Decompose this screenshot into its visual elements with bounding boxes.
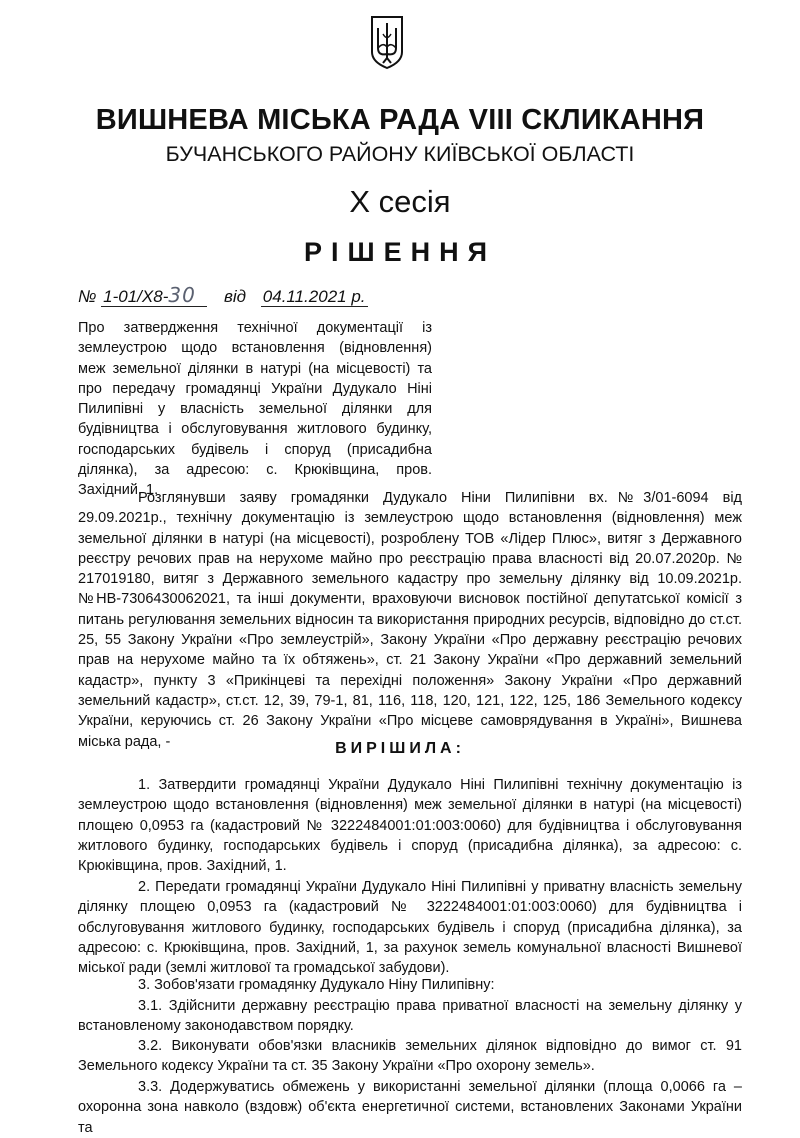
item-2-paragraph: 2. Передати громадянці України Дудукало Ніні Пилипівні у приватну власність земельну ділянку площею 0,0953 га (кадастровий № 3222484001:01:003:0060) для будівництва і обслуговування житлового будинку, господарських будівель і споруд (присадибна ділянка), за адресою: с. Крюківщина, пров. Західний, 1, за рахунок земель комунальної власності Вишневої міської ради (землі житлової та громадської забудови). (78, 879, 742, 977)
preamble-paragraph: Розглянувши заяву громадянки Дудукало Ніни Пилипівни вх.№3/01-6094 від 29.09.2021р., технічну документацію із землеустрою щодо встановлення (відновлення) меж земельної ділянки в натурі (на місцевості), розроблену ТОВ «Лідер Плюс», витяг з Державного реєстру речових прав на нерухоме майно про реєстрацію права власності від 20.07.2020р. № 217019180, витяг з Державного земельного кадастру про земельну ділянку від 10.09.2021р. №НВ-7306430062021, та інші документи, враховуючи висновок постійної депутатської комісії з питань регулювання земельних відносин та використання природних ресурсів, відповідно до ст.ст. 25, 55 Закону України «Про землеустрій», Закону України «Про державну реєстрацію речових прав на нерухоме майно та їх обтяжень», ст. 21 Закону України «Про державний земельний кадастр», пункту 3 «Прикінцеві та перехідні положення» Закону України «Про державний земельний кадастр», ст.ст. 12, 39, 79-1, 81, 116, 118, 120, 121, 122, 125, 186 Земельного кодексу України, керуючись ст. 26 Закону України «Про місцеве самоврядування в Україні», Вишнева міська рада, - (78, 490, 742, 750)
item-1-paragraph: 1. Затвердити громадянці України Дудукало Ніні Пилипівні технічну документацію із землеустрою щодо встановлення (відновлення) меж земельної ділянки в натурі (на місцевості) площею 0,0953 га (кадастровий № 3222484001:01:003:0060) для будівництва і обслуговування житлового будинку, господарських будівель і споруд (присадибна ділянка), за адресою: с. Крюківщина, пров. Західний, 1. (78, 777, 742, 875)
decision-heading: РІШЕННЯ (303, 237, 497, 267)
item-3-3-paragraph: 3.3. Додержуватись обмежень у використанні земельної ділянки (площа 0,0066 га – охоронна зона навколо (вздовж) об'єкта енергетичної системи, встановлених Законами України та (78, 1079, 742, 1136)
decision-number-handwritten: 30 (168, 283, 196, 307)
number-sign: № (78, 287, 97, 306)
decision-number (101, 283, 207, 307)
decision-date: 04.11.2021 р. (262, 287, 366, 306)
item-3-1-paragraph: 3.1. Здійснити державну реєстрацію права приватної власності на земельну ділянку у встановленому законодавством порядку. (78, 998, 742, 1035)
item-3-paragraph: 3. Зобов'язати громадянку Дудукало Ніну Пилипівну: (138, 977, 495, 993)
date-from-label: від (224, 287, 247, 306)
coat-of-arms-icon (369, 14, 405, 70)
item-3-2-paragraph: 3.2. Виконувати обов'язки власників земельних ділянок відповідно до вимог ст. 91 Земельного кодексу України та ст. 35 Закону України «Про охорону земель». (78, 1038, 742, 1075)
decision-number-printed: 1-01/Х8- (103, 287, 169, 306)
council-title: ВИШНЕВА МІСЬКА РАДА VIII СКЛИКАННЯ (95, 104, 705, 136)
resolved-heading: ВИРІШИЛА: (335, 740, 465, 757)
decision-number-line (78, 283, 368, 307)
session-title: Х сесія (349, 184, 451, 219)
council-subtitle: БУЧАНСЬКОГО РАЙОНУ КИЇВСЬКОЇ ОБЛАСТІ (165, 142, 635, 166)
decision-subject: Про затвердження технічної документації із землеустрою щодо встановлення (відновлення) меж земельної ділянки в натурі (на місцевості) та про передачу громадянці України Дудукало Ніні Пилипівні у власність земельної ділянки для будівництва і обслуговування житлового будинку, господарських будівель і споруд (присадибна ділянка), за адресою: с. Крюківщина, пров. Західний, 1. (78, 320, 432, 499)
